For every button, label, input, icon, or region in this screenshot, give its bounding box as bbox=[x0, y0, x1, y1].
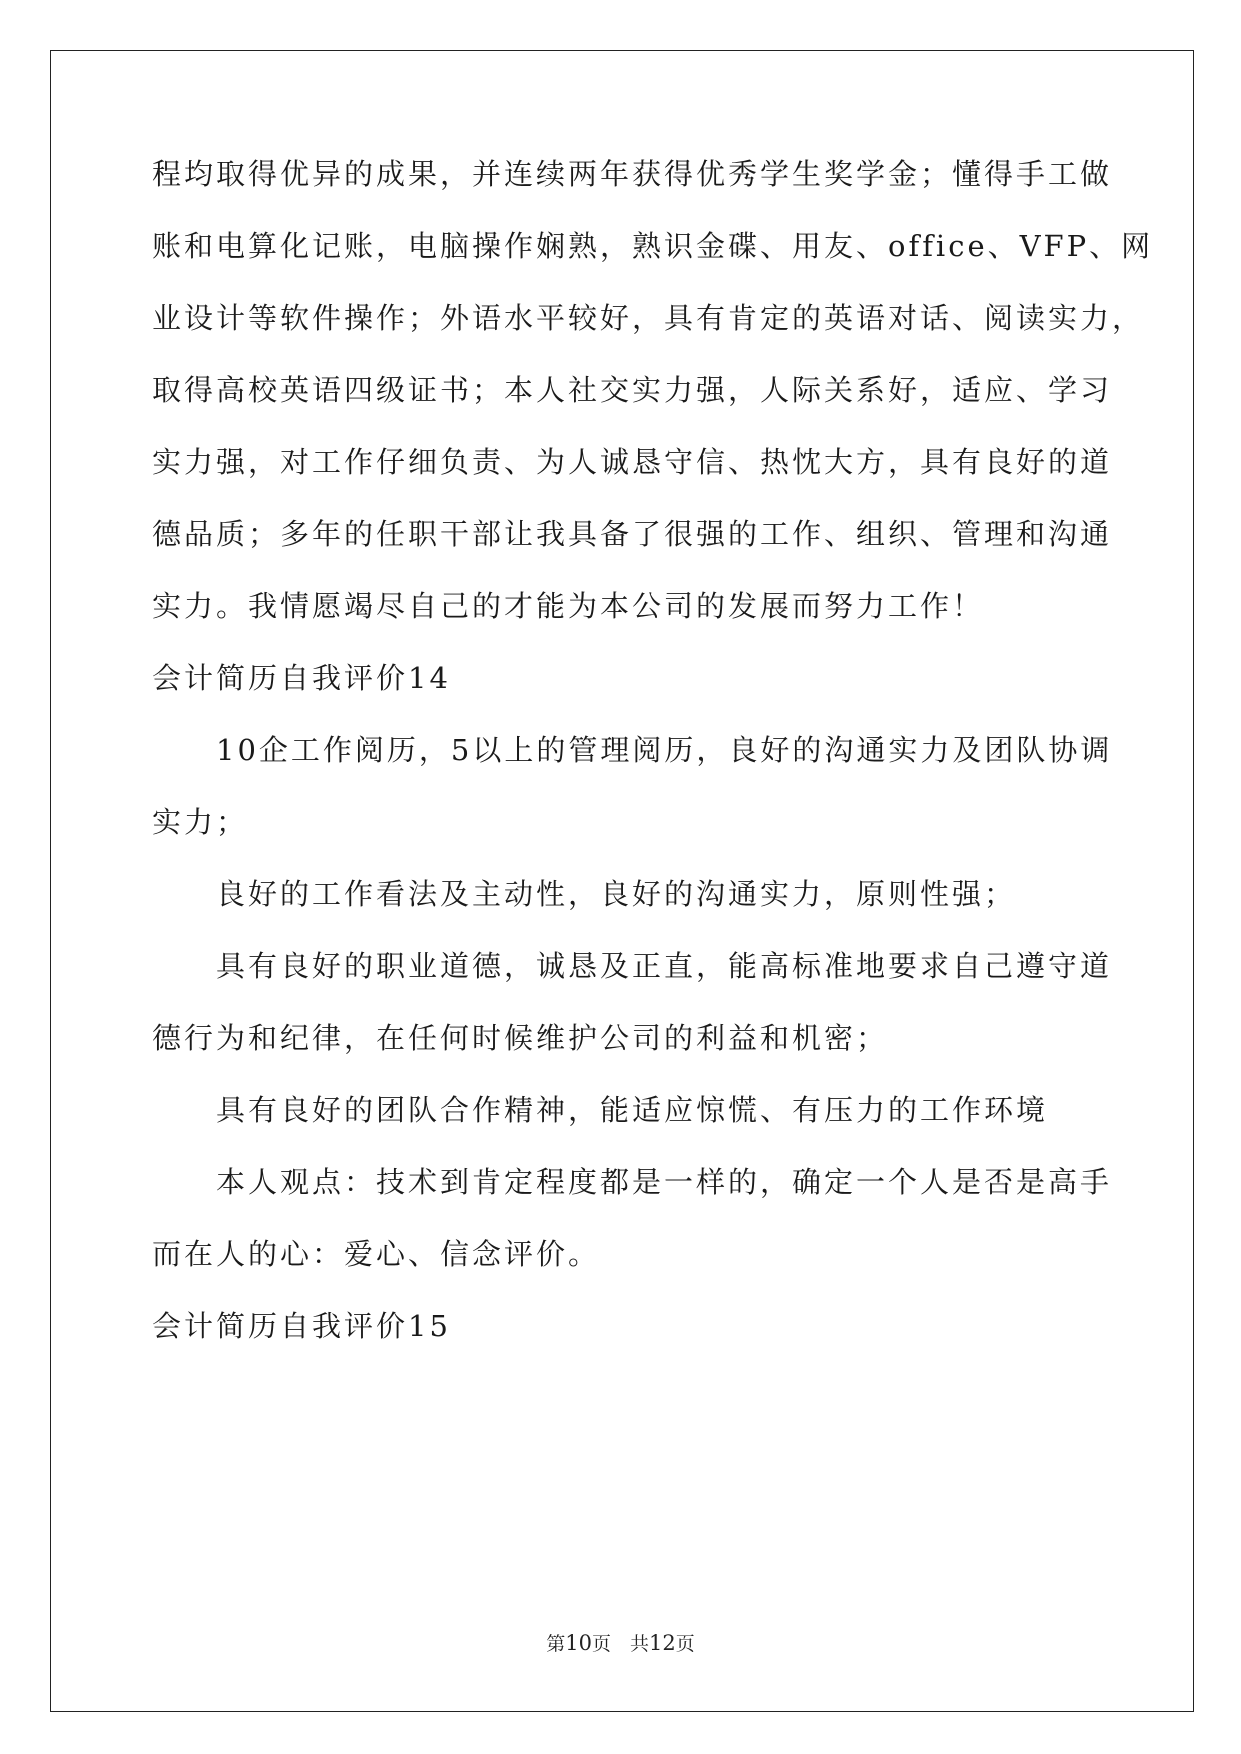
paragraph-line: 10企工作阅历，5以上的管理阅历，良好的沟通实力及团队协调 bbox=[216, 733, 1113, 767]
section-heading: 会计简历自我评价14 bbox=[152, 661, 451, 695]
paragraph-line: 具有良好的团队合作精神，能适应惊慌、有压力的工作环境 bbox=[216, 1093, 1049, 1127]
paragraph-line: 德品质；多年的任职干部让我具备了很强的工作、组织、管理和沟通 bbox=[152, 517, 1113, 551]
page-suffix: 页 bbox=[675, 1633, 695, 1655]
section-heading: 会计简历自我评价15 bbox=[152, 1309, 451, 1343]
paragraph-line: 本人观点：技术到肯定程度都是一样的，确定一个人是否是高手 bbox=[216, 1165, 1113, 1199]
page-current: 10 bbox=[565, 1631, 592, 1655]
paragraph-line: 实力； bbox=[152, 805, 249, 839]
paragraph-line: 良好的工作看法及主动性，良好的沟通实力，原则性强； bbox=[216, 877, 1017, 911]
paragraph-line: 具有良好的职业道德，诚恳及正直，能高标准地要求自己遵守道 bbox=[216, 949, 1113, 983]
page-footer bbox=[0, 1632, 1241, 1655]
paragraph-line: 实力。我情愿竭尽自己的才能为本公司的发展而努力工作！ bbox=[152, 589, 985, 623]
paragraph-line: 程均取得优异的成果，并连续两年获得优秀学生奖学金；懂得手工做 bbox=[152, 157, 1113, 191]
page-prefix: 第 bbox=[546, 1633, 566, 1655]
page-total: 12 bbox=[649, 1631, 676, 1655]
paragraph-line: 德行为和纪律，在任何时候维护公司的利益和机密； bbox=[152, 1021, 889, 1055]
paragraph-line: 账和电算化记账，电脑操作娴熟，熟识金碟、用友、office、VFP、网 bbox=[152, 229, 1154, 263]
paragraph-line: 而在人的心：爱心、信念评价。 bbox=[152, 1237, 601, 1271]
page-mid: 页 共 bbox=[591, 1633, 649, 1655]
paragraph-line: 取得高校英语四级证书；本人社交实力强，人际关系好，适应、学习 bbox=[152, 373, 1113, 407]
paragraph-line: 业设计等软件操作；外语水平较好，具有肯定的英语对话、阅读实力， bbox=[152, 301, 1145, 335]
paragraph-line: 实力强，对工作仔细负责、为人诚恳守信、热忱大方，具有良好的道 bbox=[152, 445, 1113, 479]
